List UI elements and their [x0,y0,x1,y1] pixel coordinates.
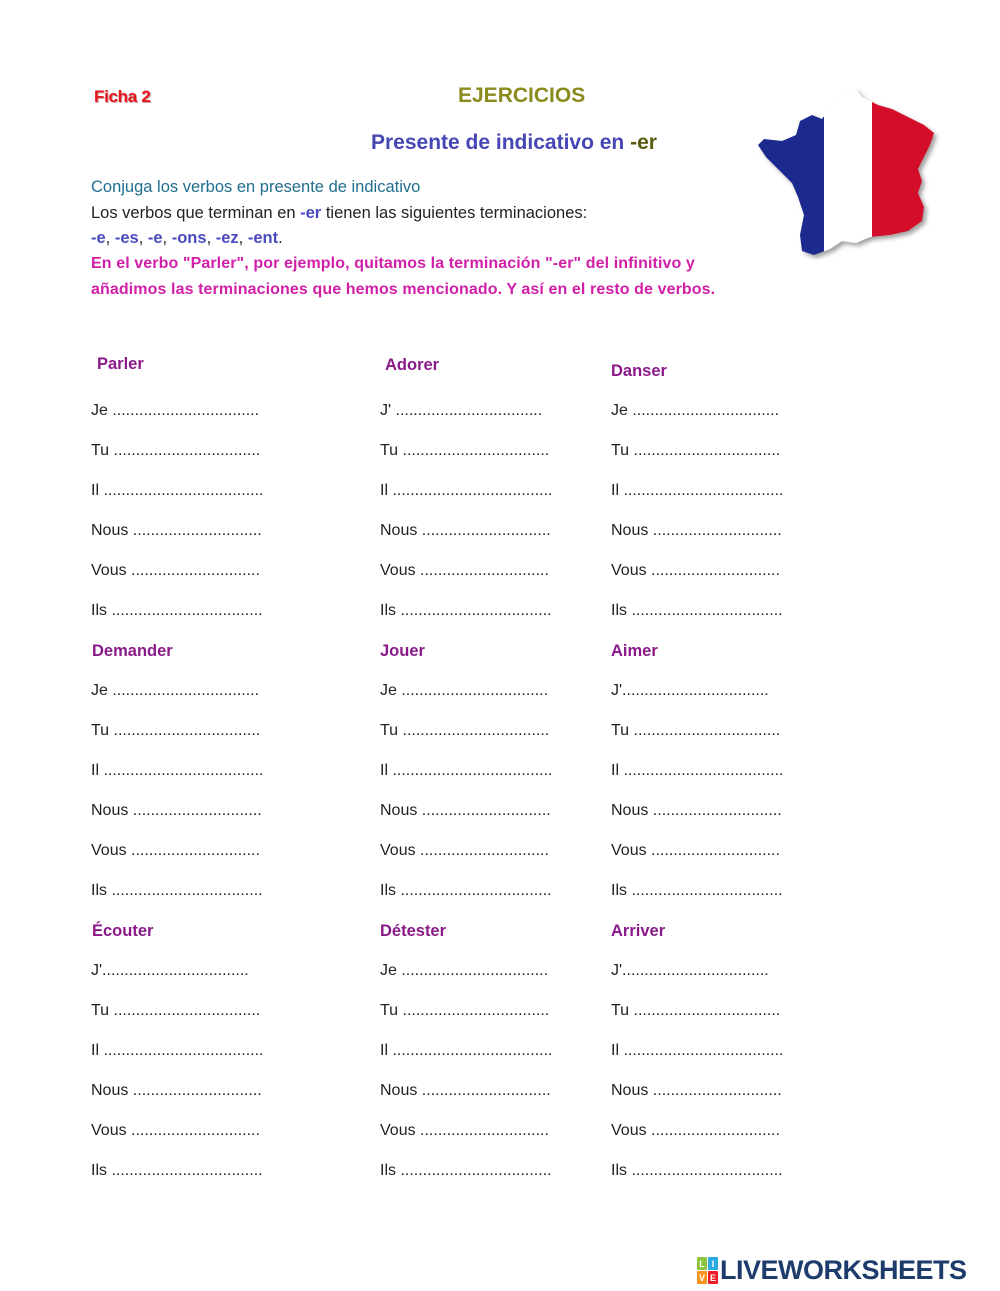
ending: -e [91,229,106,247]
instruction-line-5: añadimos las terminaciones que hemos mencionado. Y así en el resto de verbos. [91,281,716,298]
page-subtitle [371,131,657,155]
subtitle-main: Presente de indicativo en [371,131,631,154]
conjugation-line: Tu ................................. [380,1002,550,1019]
verb-title: Arriver [611,922,666,940]
endings-list: -e, -es, -e, -ons, -ez, -ent. [91,229,283,247]
verb-title: Aimer [611,642,658,660]
worksheet-number: Ficha 2 [94,87,151,106]
conjugation-line: Vous ............................. [91,842,260,859]
conjugation-line: Ils .................................. [611,1162,783,1179]
instruction-line-2a: Los verbos que terminan en [91,204,301,222]
ending: -ez [215,229,239,247]
conjugation-line: Ils .................................. [380,1162,552,1179]
conjugation-line: Vous ............................. [91,1122,260,1139]
conjugation-line: Il .................................... [611,482,784,499]
conjugation-line: Vous ............................. [91,562,260,579]
conjugation-line: Je ................................. [91,682,260,699]
conjugation-line: J'................................. [91,962,249,979]
conjugation-line: Nous ............................. [611,802,782,819]
instruction-line-2b: -er [300,204,322,222]
flag-blue-band [752,85,824,260]
conjugation-line: Je ................................. [380,962,549,979]
verb-title: Adorer [385,356,440,374]
conjugation-line: Tu ................................. [611,442,781,459]
conjugation-line: Vous ............................. [611,562,780,579]
conjugation-line: J'................................. [611,682,769,699]
conjugation-line: Nous ............................. [91,1082,262,1099]
conjugation-line: Tu ................................. [611,722,781,739]
conjugation-line: Ils .................................. [91,1162,263,1179]
instruction-line-2 [91,204,587,223]
conjugation-line: Vous ............................. [611,842,780,859]
conjugation-line: Vous ............................. [611,1122,780,1139]
mark-letter: I [711,1259,715,1269]
conjugation-line: Tu ................................. [91,722,261,739]
subtitle-suffix: -er [630,131,657,154]
france-flag-map-icon [752,85,942,260]
mark-letter: E [709,1273,717,1283]
instruction-line-2c: tienen las siguientes terminaciones: [321,204,588,222]
conjugation-line: Il .................................... [611,762,784,779]
instruction-line-1: Conjuga los verbos en presente de indicativo [91,178,421,196]
ending: -ent [247,229,279,247]
conjugation-line: Nous ............................. [91,802,262,819]
conjugation-line: Je ................................. [91,402,260,419]
ending: -e [147,229,163,247]
conjugation-line: Nous ............................. [611,522,782,539]
conjugation-line: Il .................................... [91,762,264,779]
conjugation-line: Il .................................... [380,762,553,779]
conjugation-line: Nous ............................. [380,522,551,539]
conjugation-line: Ils .................................. [91,602,263,619]
conjugation-line: Ils .................................. [611,602,783,619]
conjugation-line: J'................................. [611,962,769,979]
conjugation-line: Vous ............................. [380,842,549,859]
mark-letter: V [698,1273,706,1283]
conjugation-line: Tu ................................. [91,442,261,459]
conjugation-line: Tu ................................. [91,1002,261,1019]
liveworksheets-logo [696,1254,996,1286]
conjugation-line: Je ................................. [611,402,780,419]
conjugation-line: Ils .................................. [91,882,263,899]
conjugation-line: Ils .................................. [611,882,783,899]
conjugation-line: Tu ................................. [380,442,550,459]
mark-letter: L [699,1259,705,1269]
instruction-line-4: En el verbo "Parler", por ejemplo, quitamos la terminación "-er" del infinitivo y [91,255,695,272]
conjugation-line: Nous ............................. [91,522,262,539]
conjugation-line: Il .................................... [380,1042,553,1059]
ending: -es [114,229,139,247]
liveworksheets-mark-icon [696,1256,720,1286]
conjugation-line: Nous ............................. [380,1082,551,1099]
conjugation-line: Nous ............................. [380,802,551,819]
conjugation-line: Tu ................................. [611,1002,781,1019]
verb-title: Parler [97,355,144,373]
conjugation-line: Il .................................... [91,1042,264,1059]
conjugation-line: Ils .................................. [380,602,552,619]
liveworksheets-wordmark: LIVEWORKSHEETS [720,1255,967,1285]
conjugation-line: Tu ................................. [380,722,550,739]
conjugation-line: Je ................................. [380,682,549,699]
conjugation-line: Ils .................................. [380,882,552,899]
flag-red-band [872,85,942,260]
conjugation-line: Il .................................... [380,482,553,499]
verb-title: Demander [92,642,173,660]
verb-title: Détester [380,922,447,940]
verb-title: Écouter [92,922,154,940]
conjugation-line: Vous ............................. [380,562,549,579]
verb-title: Danser [611,362,667,380]
conjugation-line: J' ................................. [380,402,543,419]
conjugation-line: Il .................................... [611,1042,784,1059]
conjugation-line: Nous ............................. [611,1082,782,1099]
conjugation-line: Vous ............................. [380,1122,549,1139]
flag-white-band [824,85,872,260]
verb-title: Jouer [380,642,425,660]
ending: -ons [171,229,207,247]
conjugation-line: Il .................................... [91,482,264,499]
page-title: EJERCICIOS [458,84,586,107]
